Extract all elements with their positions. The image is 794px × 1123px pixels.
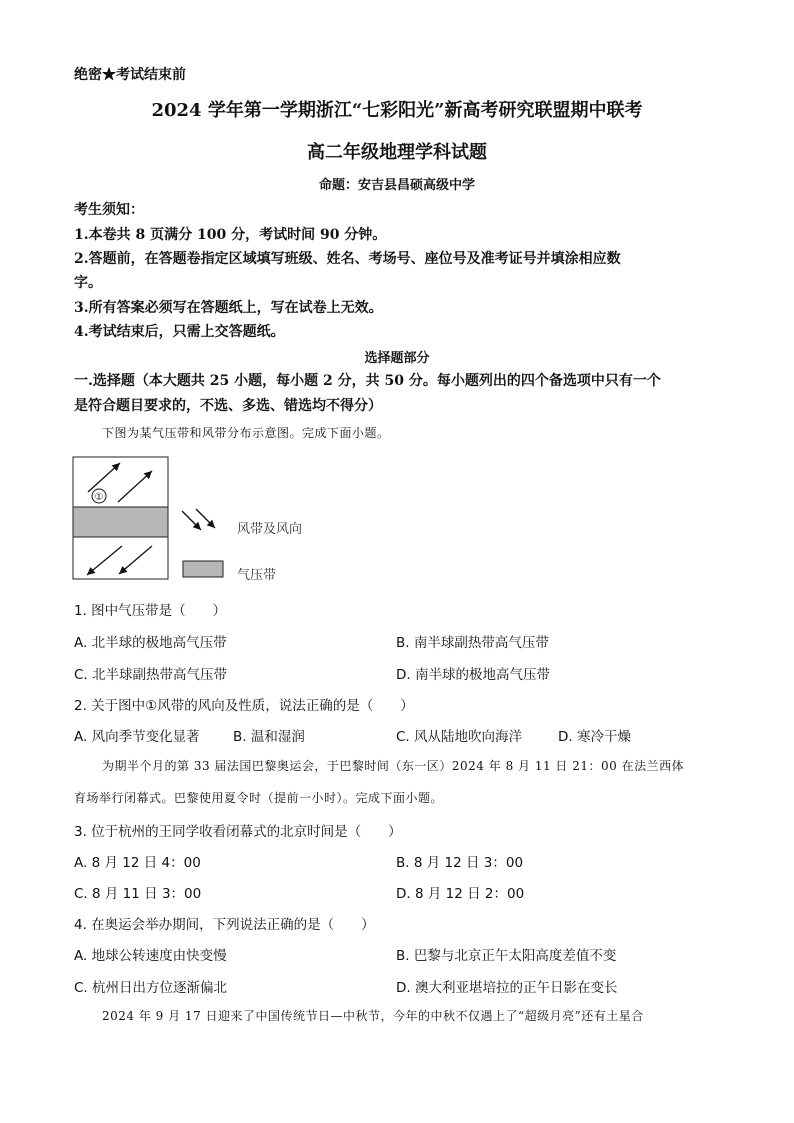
question-4-option-d[interactable]: D. 澳大利亚堪培拉的正午日影在变长 xyxy=(396,980,618,996)
question-1-option-d[interactable]: D. 南半球的极地高气压带 xyxy=(396,667,550,683)
question-3-option-d[interactable]: D. 8 月 12 日 2：00 xyxy=(396,886,525,902)
legend-pressure-swatch xyxy=(183,561,223,577)
question-2-stem: 2. 关于图中①风带的风向及性质，说法正确的是（ ） xyxy=(74,698,414,714)
notice-heading: 考生须知： xyxy=(74,202,144,218)
question-3-option-c[interactable]: C. 8 月 11 日 3：00 xyxy=(74,886,202,902)
legend-pressure-label: 气压带 xyxy=(237,568,277,583)
notice-item: 1.本卷共 8 页满分 100 分，考试时间 90 分钟。 xyxy=(74,227,387,243)
question-3-stem: 3. 位于杭州的王同学收看闭幕式的北京时间是（ ） xyxy=(74,824,402,840)
question-2-option-d[interactable]: D. 寒冷干燥 xyxy=(558,729,631,745)
notice-item: 2.答题前，在答题卷指定区域填写班级、姓名、考场号、座位号及准考证号并填涂相应数 xyxy=(74,251,621,267)
exam-title: 2024 学年第一学期浙江“七彩阳光”新高考研究联盟期中联考 xyxy=(151,100,643,121)
section-title: 选择题部分 xyxy=(364,351,430,366)
question-4-option-a[interactable]: A. 地球公转速度由快变慢 xyxy=(74,948,227,964)
question-1-stem: 1. 图中气压带是（ ） xyxy=(74,603,227,619)
notice-item: 4.考试结束后，只需上交答题纸。 xyxy=(74,324,285,340)
question-1-option-b[interactable]: B. 南半球副热带高气压带 xyxy=(396,635,549,651)
question-2-option-b[interactable]: B. 温和湿润 xyxy=(233,729,305,745)
question-2-option-a[interactable]: A. 风向季节变化显著 xyxy=(74,729,200,745)
question-2-option-c[interactable]: C. 风从陆地吹向海洋 xyxy=(396,729,523,745)
question-3-option-b[interactable]: B. 8 月 12 日 3：00 xyxy=(396,855,524,871)
figure-intro: 下图为某气压带和风带分布示意图。完成下面小题。 xyxy=(102,426,390,440)
part-instructions: 是符合题目要求的，不选、多选、错选均不得分） xyxy=(74,398,382,414)
marker-label: ① xyxy=(94,492,104,503)
passage-olympics: 育场举行闭幕式。巴黎使用夏令时（提前一小时）。完成下面小题。 xyxy=(74,791,444,805)
question-3-option-a[interactable]: A. 8 月 12 日 4：00 xyxy=(74,855,201,871)
notice-item: 字。 xyxy=(74,275,102,291)
question-4-option-b[interactable]: B. 巴黎与北京正午太阳高度差值不变 xyxy=(396,948,617,964)
notice-item: 3.所有答案必须写在答题纸上，写在试卷上无效。 xyxy=(74,300,383,316)
question-1-option-a[interactable]: A. 北半球的极地高气压带 xyxy=(74,635,227,651)
passage-mid-autumn: 2024 年 9 月 17 日迎来了中国传统节日—中秋节，今年的中秋不仅遇上了“超级月亮”还有土星合 xyxy=(102,1009,644,1023)
secret-mark: 绝密★考试结束前 xyxy=(74,67,186,83)
passage-olympics: 为期半个月的第 33 届法国巴黎奥运会，于巴黎时间（东一区）2024 年 8 月 11 日 21：00 在法兰西体 xyxy=(102,759,685,773)
question-1-option-c[interactable]: C. 北半球副热带高气压带 xyxy=(74,667,228,683)
legend-wind-arrow xyxy=(182,511,201,530)
question-4-option-c[interactable]: C. 杭州日出方位逐渐偏北 xyxy=(74,980,228,996)
legend-wind-arrow xyxy=(196,509,215,528)
part-instructions: 一.选择题（本大题共 25 小题，每小题 2 分，共 50 分。每小题列出的四个备选项中只有一个 xyxy=(74,373,661,389)
pressure-belt xyxy=(73,507,168,537)
legend-wind-label: 风带及风向 xyxy=(237,522,303,537)
exam-subtitle: 高二年级地理学科试题 xyxy=(307,142,487,163)
question-4-stem: 4. 在奥运会举办期间，下列说法正确的是（ ） xyxy=(74,917,375,933)
exam-author: 命题：安吉县昌硕高级中学 xyxy=(318,178,475,193)
